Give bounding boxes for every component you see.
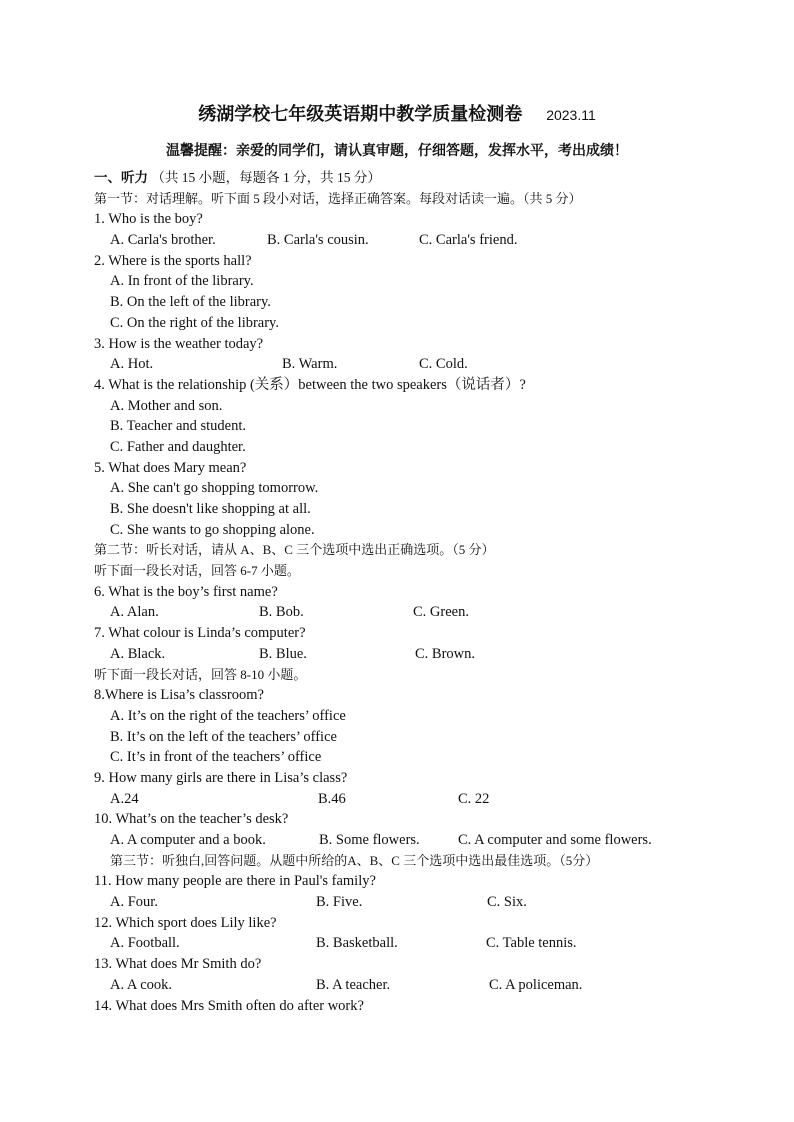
option-9b: B.46: [318, 790, 346, 807]
section-info: （共 15 小题，每题各 1 分，共 15 分）: [151, 170, 381, 185]
subsection-2-instruction-a: 听下面一段长对话，回答 6-7 小题。: [94, 563, 300, 579]
question-12: 12. Which sport does Lily like?: [94, 914, 277, 931]
option-5c-text: C. She wants to go shopping alone.: [110, 521, 315, 538]
question-2: 2. Where is the sports hall?: [94, 252, 252, 269]
option-5b-text: B. She doesn't like shopping at all.: [110, 501, 311, 517]
option-4b: [94, 416, 754, 437]
option-10a: A. A computer and a book.: [110, 832, 266, 848]
section-heading: [94, 168, 754, 189]
option-13a: A. A cook.: [110, 976, 173, 993]
subsection-3-text: 第三节：听独白,回答问题。从题中所给的A、B、C 三个选项中选出最佳选项。（5分）: [110, 852, 599, 868]
option-2c-text: C. On the right of the library.: [110, 314, 279, 331]
exam-body: [94, 168, 754, 1016]
option-6a: A. Alan.: [110, 604, 159, 621]
question-1: 1. Who is the boy?: [94, 211, 203, 228]
options-11: [94, 892, 754, 913]
option-1a: A. Carla's brother.: [110, 232, 216, 249]
option-3c: C. Cold.: [419, 356, 468, 373]
subsection-3: [94, 851, 754, 872]
option-9a: A.24: [110, 790, 139, 807]
option-12a: A. Football.: [110, 935, 180, 952]
option-8b: [94, 727, 754, 748]
option-5a: [94, 478, 754, 499]
subsection-1: 第一节：对话理解。听下面 5 段小对话，选择正确答案。每段对话读一遍。（共 5 分）: [94, 190, 582, 206]
subsection-2: 第二节：听长对话，请从 A、B、C 三个选项中选出正确选项。（5 分）: [94, 542, 495, 558]
option-3b: B. Warm.: [282, 356, 338, 373]
option-11c: C. Six.: [487, 894, 527, 911]
option-7b: B. Blue.: [259, 645, 307, 662]
option-2a: [94, 271, 754, 292]
options-7: [94, 644, 754, 665]
option-4a-text: A. Mother and son.: [110, 397, 223, 414]
option-2c: [94, 313, 754, 334]
question-7: 7. What colour is Linda’s computer?: [94, 625, 306, 642]
options-12: [94, 933, 754, 954]
option-5b: [94, 499, 754, 520]
question-9: 9. How many girls are there in Lisa’s class?: [94, 769, 348, 786]
option-11a: A. Four.: [110, 894, 158, 911]
options-10: [94, 830, 754, 851]
option-1c: C. Carla's friend.: [419, 232, 518, 249]
option-13c: C. A policeman.: [489, 976, 583, 993]
exam-title: [0, 103, 794, 127]
option-5a-text: A. She can't go shopping tomorrow.: [110, 480, 319, 497]
options-1: [94, 230, 754, 251]
question-3: 3. How is the weather today?: [94, 335, 264, 352]
option-11b: B. Five.: [316, 894, 363, 911]
option-8b-text: B. It’s on the left of the teachers’ office: [110, 728, 337, 745]
question-11: 11. How many people are there in Paul's family?: [94, 873, 376, 890]
options-13: [94, 975, 754, 996]
options-3: [94, 354, 754, 375]
option-6b: B. Bob.: [259, 604, 304, 621]
option-4c-text: C. Father and daughter.: [110, 438, 246, 455]
option-1b: B. Carla's cousin.: [267, 232, 369, 249]
option-3a: A. Hot.: [110, 356, 154, 373]
option-9c: C. 22: [458, 790, 490, 807]
question-13: 13. What does Mr Smith do?: [94, 956, 262, 973]
option-8c: [94, 747, 754, 768]
options-9: [94, 789, 754, 810]
option-12b: B. Basketball.: [316, 935, 398, 952]
option-7c: C. Brown.: [415, 645, 476, 662]
question-8: 8.Where is Lisa’s classroom?: [94, 687, 264, 704]
option-12c: C. Table tennis.: [486, 935, 577, 952]
option-8a: [94, 706, 754, 727]
option-8a-text: A. It’s on the right of the teachers’ office: [110, 707, 346, 724]
question-6: 6. What is the boy’s first name?: [94, 583, 278, 600]
option-4c: [94, 437, 754, 458]
option-13b: B. A teacher.: [316, 976, 391, 993]
option-2a-text: A. In front of the library.: [110, 273, 254, 290]
question-5: 5. What does Mary mean?: [94, 459, 247, 476]
question-10: 10. What’s on the teacher’s desk?: [94, 811, 289, 828]
title-text: 绣湖学校七年级英语期中教学质量检测卷: [198, 104, 523, 125]
question-4: 4. What is the relationship (关系）between the two speakers（说话者）?: [94, 376, 526, 393]
option-2b: [94, 292, 754, 313]
option-7a: A. Black.: [110, 645, 166, 662]
option-8c-text: C. It’s in front of the teachers’ office: [110, 749, 322, 766]
question-14: 14. What does Mrs Smith often do after work?: [94, 997, 364, 1014]
option-6c: C. Green.: [413, 604, 469, 621]
option-10c: C. A computer and some flowers.: [458, 832, 652, 848]
option-4a: [94, 396, 754, 417]
option-10b: B. Some flowers.: [319, 832, 420, 848]
option-4b-text: B. Teacher and student.: [110, 418, 247, 435]
section-title: 一、听力: [94, 170, 148, 186]
options-6: [94, 602, 754, 623]
option-2b-text: B. On the left of the library.: [110, 294, 271, 311]
subsection-2-instruction-b: 听下面一段长对话，回答 8-10 小题。: [94, 666, 307, 682]
exam-date: 2023.11: [546, 107, 596, 123]
warm-tip: 温馨提醒：亲爱的同学们，请认真审题，仔细答题，发挥水平，考出成绩！: [166, 143, 628, 159]
option-5c: [94, 520, 754, 541]
